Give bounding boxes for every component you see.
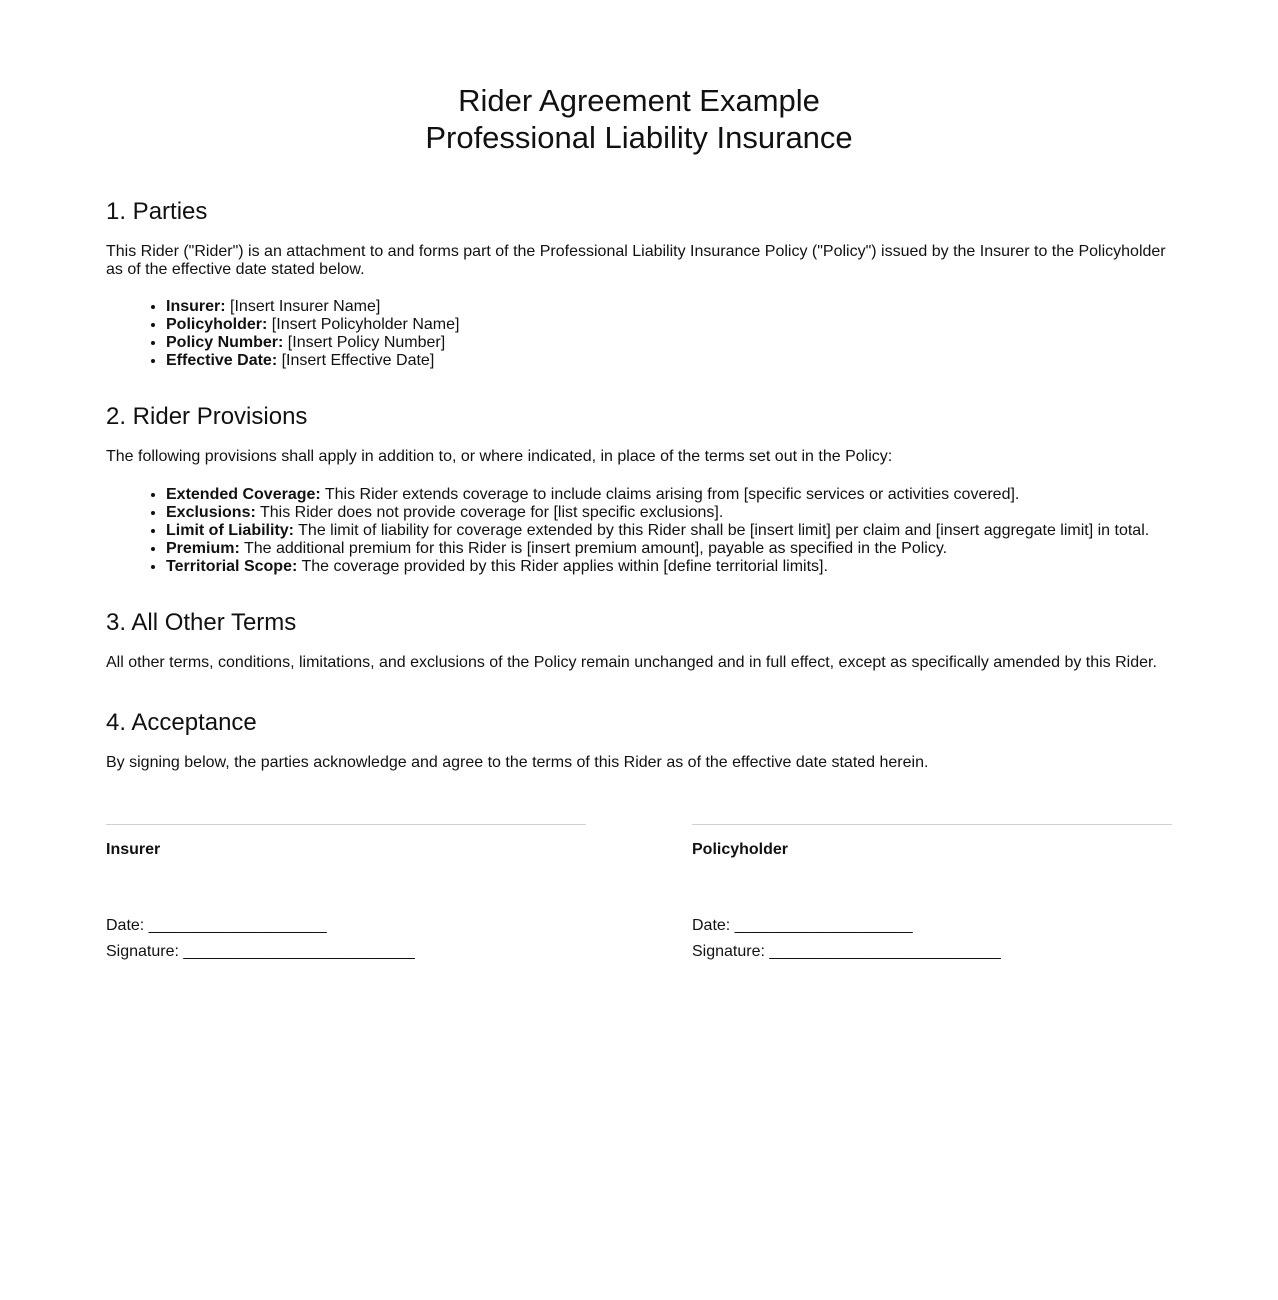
item-text: The additional premium for this Rider is [insert premium amount], payable as specified in the Policy. <box>239 540 948 557</box>
item-text: [Insert Policyholder Name] <box>267 316 460 333</box>
title-line-2: Professional Liability Insurance <box>425 120 853 155</box>
item-label: Premium: <box>166 540 240 557</box>
item-text: [Insert Effective Date] <box>277 352 435 369</box>
item-label: Exclusions: <box>166 504 256 521</box>
section-all-other-terms <box>106 609 1172 672</box>
signature-block <box>106 824 1172 965</box>
date-field[interactable]: Date: ____________________ <box>106 917 327 934</box>
item-label: Insurer: <box>166 298 226 315</box>
list-item <box>166 558 1172 576</box>
parties-list <box>106 298 1172 370</box>
item-label: Extended Coverage: <box>166 486 321 503</box>
section-text: This Rider ("Rider") is an attachment to and forms part of the Professional Liability Insurance Policy ("Policy") issued by the Insurer to the Policyholder as of the effective date stated below. <box>106 243 1166 278</box>
provisions-list <box>106 486 1172 576</box>
party-label: Policyholder <box>692 841 789 858</box>
party-label: Insurer <box>106 841 161 858</box>
signature-field[interactable]: Signature: __________________________ <box>106 943 415 960</box>
list-item <box>166 352 1172 370</box>
section-heading: 2. Rider Provisions <box>106 403 308 430</box>
section-heading: 4. Acceptance <box>106 709 257 736</box>
section-text: All other terms, conditions, limitations, and exclusions of the Policy remain unchanged and in full effect, except as specifically amended by this Rider. <box>106 654 1157 671</box>
section-rider-provisions <box>106 403 1172 576</box>
list-item <box>166 522 1172 540</box>
list-item <box>166 504 1172 522</box>
item-label: Limit of Liability: <box>166 522 294 539</box>
section-heading: 1. Parties <box>106 198 208 225</box>
item-text: [Insert Policy Number] <box>283 334 446 351</box>
list-item <box>166 540 1172 558</box>
item-text: The limit of liability for coverage extended by this Rider shall be [insert limit] per claim and [insert aggregate limit] in total. <box>294 522 1150 539</box>
item-label: Policyholder: <box>166 316 268 333</box>
date-field[interactable]: Date: ____________________ <box>692 917 913 934</box>
section-heading: 3. All Other Terms <box>106 609 297 636</box>
list-item <box>166 334 1172 352</box>
list-item <box>166 486 1172 504</box>
item-text: [Insert Insurer Name] <box>225 298 381 315</box>
item-text: This Rider extends coverage to include claims arising from [specific services or activities covered]. <box>320 486 1020 503</box>
item-label: Territorial Scope: <box>166 558 298 575</box>
signature-field[interactable]: Signature: __________________________ <box>692 943 1001 960</box>
section-text: The following provisions shall apply in addition to, or where indicated, in place of the terms set out in the Policy: <box>106 448 893 465</box>
document-title <box>106 82 1172 156</box>
item-text: This Rider does not provide coverage for [list specific exclusions]. <box>255 504 724 521</box>
section-acceptance <box>106 709 1172 772</box>
item-label: Policy Number: <box>166 334 284 351</box>
item-text: The coverage provided by this Rider applies within [define territorial limits]. <box>297 558 828 575</box>
section-text: By signing below, the parties acknowledge and agree to the terms of this Rider as of the effective date stated herein. <box>106 754 929 771</box>
insurer-signature <box>106 824 586 965</box>
item-label: Effective Date: <box>166 352 278 369</box>
list-item <box>166 298 1172 316</box>
title-line-1: Rider Agreement Example <box>458 83 820 118</box>
policyholder-signature <box>692 824 1172 965</box>
section-parties <box>106 198 1172 370</box>
list-item <box>166 316 1172 334</box>
